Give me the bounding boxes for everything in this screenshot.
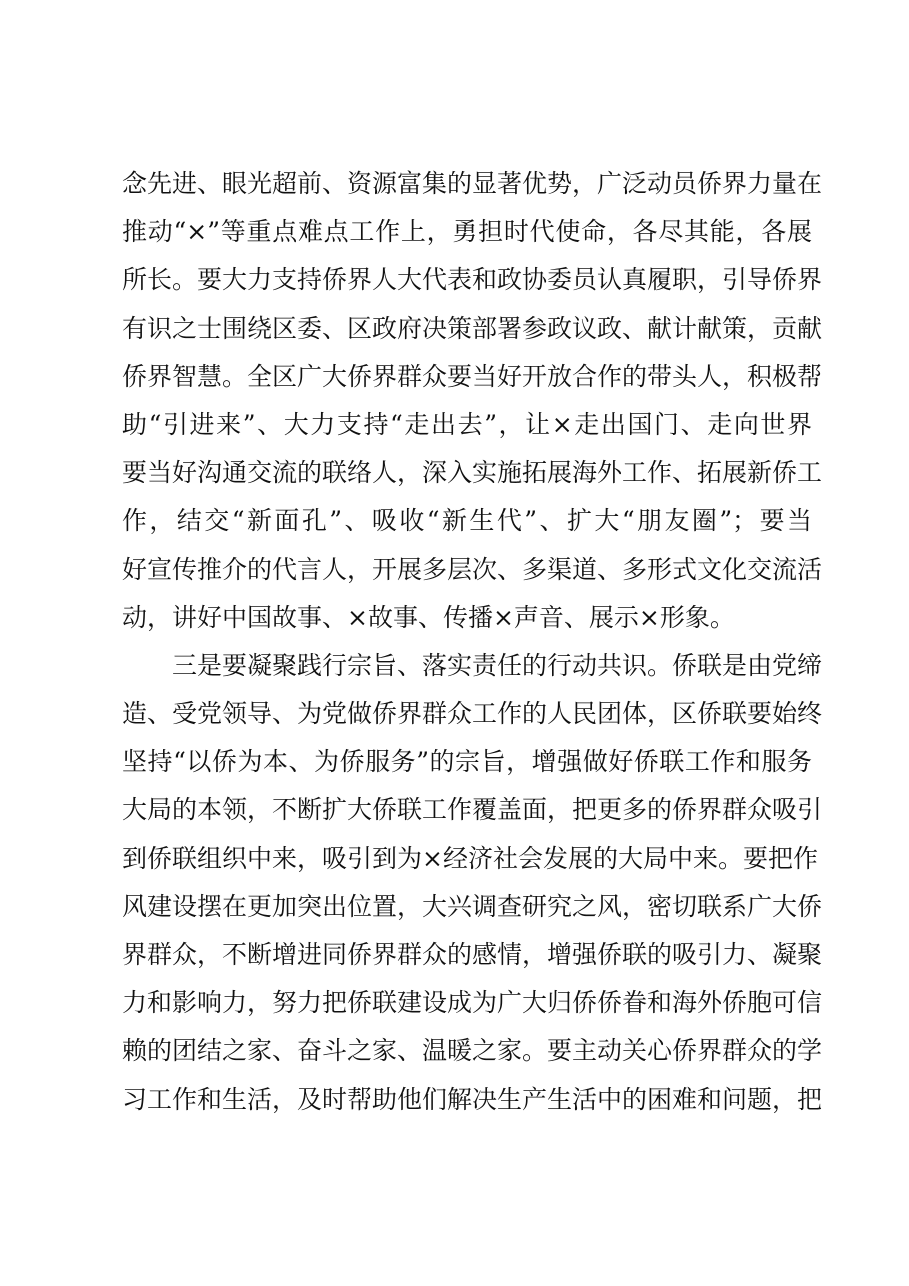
- text-line: 助“引进来”、大力支持“走出去”，让×走出国门、走向世界: [122, 409, 812, 439]
- text-line: 动，讲好中国故事、×故事、传播×声音、展示×形象。: [122, 602, 735, 632]
- text-line: 念先进、眼光超前、资源富集的显著优势，广泛动员侨界力量在: [122, 169, 823, 198]
- text-line: 风建设摆在更加突出位置，大兴调查研究之风，密切联系广大侨: [122, 891, 823, 921]
- text-line: 界群众，不断增进同侨界群众的感情，增强侨联的吸引力、凝聚: [122, 940, 823, 969]
- text-line: 所长。要大力支持侨界人大代表和政协委员认真履职，引导侨界: [122, 265, 823, 295]
- text-line: 到侨联组织中来，吸引到为×经济社会发展的大局中来。要把作: [122, 843, 818, 873]
- text-line: 推动“×”等重点难点工作上，勇担时代使命，各尽其能，各展: [122, 217, 812, 247]
- paragraph-2: [122, 642, 823, 1124]
- text-line: 力和影响力，努力把侨联建设成为广大归侨侨眷和海外侨胞可信: [122, 988, 823, 1018]
- text-line: 造、受党领导、为党做侨界群众工作的人民团体，区侨联要始终: [122, 699, 823, 729]
- document-body: [122, 160, 823, 1124]
- text-line: 三是要凝聚践行宗旨、落实责任的行动共识。侨联是由党缔: [172, 650, 823, 680]
- text-line: 大局的本领，不断扩大侨联工作覆盖面，把更多的侨界群众吸引: [122, 795, 823, 825]
- text-line: 好宣传推介的代言人，开展多层次、多渠道、多形式文化交流活: [122, 554, 823, 584]
- text-line: 作，结交“新面孔”、吸收“新生代”、扩大“朋友圈”；要当: [122, 506, 812, 536]
- paragraph-1: [122, 160, 823, 642]
- text-line: 赖的团结之家、奋斗之家、温暖之家。要主动关心侨界群众的学: [122, 1036, 823, 1066]
- text-line: 习工作和生活，及时帮助他们解决生产生活中的困难和问题，把: [122, 1084, 823, 1114]
- text-line: 要当好沟通交流的联络人，深入实施拓展海外工作、拓展新侨工: [122, 458, 823, 488]
- text-line: 有识之士围绕区委、区政府决策部署参政议政、献计献策，贡献: [122, 313, 823, 343]
- text-line: 侨界智慧。全区广大侨界群众要当好开放合作的带头人，积极帮: [122, 361, 823, 391]
- text-line: 坚持“以侨为本、为侨服务”的宗旨，增强做好侨联工作和服务: [122, 747, 812, 777]
